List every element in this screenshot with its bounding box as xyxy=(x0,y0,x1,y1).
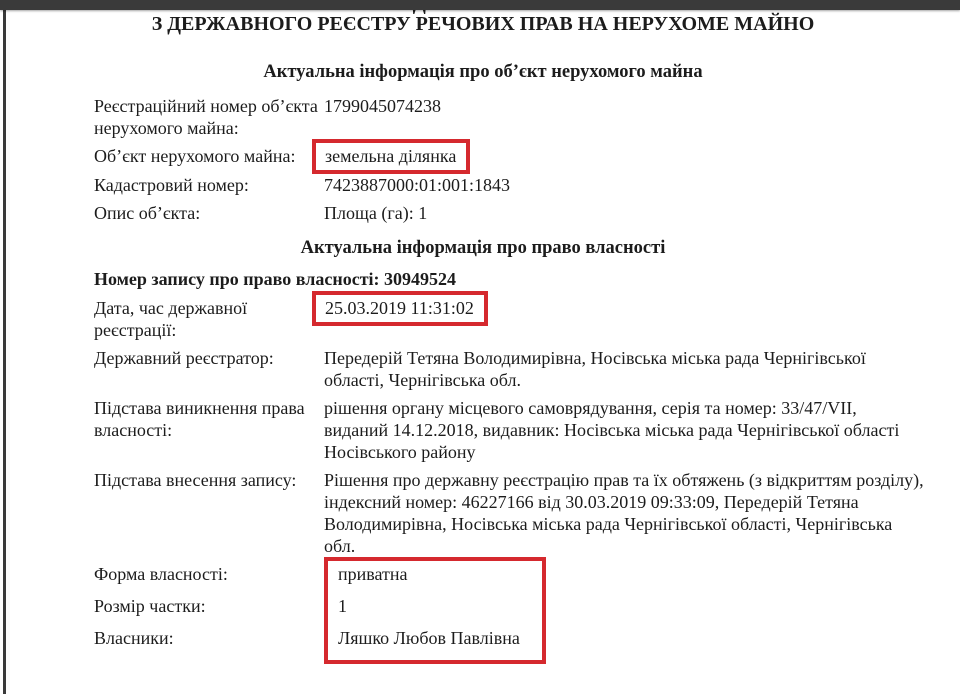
field-value: Передерій Тетяна Володимирівна, Носівська міська рада Чернігівської області, Чернігівська обл. xyxy=(324,348,866,390)
field-value xyxy=(324,297,924,320)
window-top-bar xyxy=(0,0,960,10)
field-row-record-ground xyxy=(94,469,936,557)
document-page xyxy=(6,10,960,694)
field-row-cadastral-number xyxy=(94,174,936,196)
record-number-label: Номер запису про право власності: xyxy=(94,269,380,289)
field-label: Об’єкт нерухомого майна: xyxy=(94,146,296,166)
owner-group-labels xyxy=(94,563,324,659)
field-value: рішення органу місцевого самоврядування, серія та номер: 33/47/VII, виданий 14.12.2018, видавник: Носівська міська рада Чернігівської області Носівського району xyxy=(324,398,900,462)
field-row-registration-number xyxy=(94,95,936,139)
field-label: Реєстраційний номер об’єкта нерухомого майна: xyxy=(94,96,318,138)
highlight-box-object-type: земельна ділянка xyxy=(312,139,470,174)
field-label: Форма власності: xyxy=(94,564,228,584)
field-value: 7423887000:01:001:1843 xyxy=(324,175,511,195)
page-left-border xyxy=(3,0,6,694)
record-number-value: 30949524 xyxy=(384,269,457,289)
document-title: З ДЕРЖАВНОГО РЕЄСТРУ РЕЧОВИХ ПРАВ НА НЕРУХОМЕ МАЙНО xyxy=(151,13,815,35)
field-value: 1 xyxy=(338,596,347,616)
field-row-registration-datetime xyxy=(94,297,936,341)
field-row-state-registrar xyxy=(94,347,936,391)
field-value: Рішення про державну реєстрацію прав та їх обтяжень (з відкриттям розділу), індексний номер: 46227166 від 30.03.2019 09:33:09, Передерій Тетяна Володимирівна, Носівська міська рада Чернігівської області, Чернігівська обл. xyxy=(324,470,924,556)
field-value: Ляшко Любов Павлівна xyxy=(338,628,520,648)
field-value: приватна xyxy=(338,564,408,584)
owner-group-rows xyxy=(94,563,936,664)
section-heading-object-info: Актуальна інформація про об’єкт нерухомого майна xyxy=(263,62,703,82)
field-row-object-description xyxy=(94,202,936,224)
highlight-box-registration-datetime: 25.03.2019 11:31:02 xyxy=(312,291,488,326)
field-value: Площа (га): 1 xyxy=(324,203,428,223)
field-row-ownership-ground xyxy=(94,397,936,463)
field-label: Власники: xyxy=(94,628,174,648)
field-value xyxy=(324,145,924,168)
field-label: Державний реєстратор: xyxy=(94,348,274,368)
section-heading-ownership-info: Актуальна інформація про право власності xyxy=(300,238,666,258)
field-value: 1799045074238 xyxy=(324,96,441,116)
field-label: Розмір частки: xyxy=(94,596,206,616)
field-label: Підстава виникнення права власності: xyxy=(94,398,305,440)
field-label: Опис об’єкта: xyxy=(94,203,201,223)
field-label: Дата, час державної реєстрації: xyxy=(94,298,248,340)
field-label: Підстава внесення запису: xyxy=(94,470,297,490)
highlight-box-owner-group xyxy=(324,557,546,664)
field-label: Кадастровий номер: xyxy=(94,175,249,195)
field-row-object-type xyxy=(94,145,936,168)
record-number-line xyxy=(94,268,936,290)
